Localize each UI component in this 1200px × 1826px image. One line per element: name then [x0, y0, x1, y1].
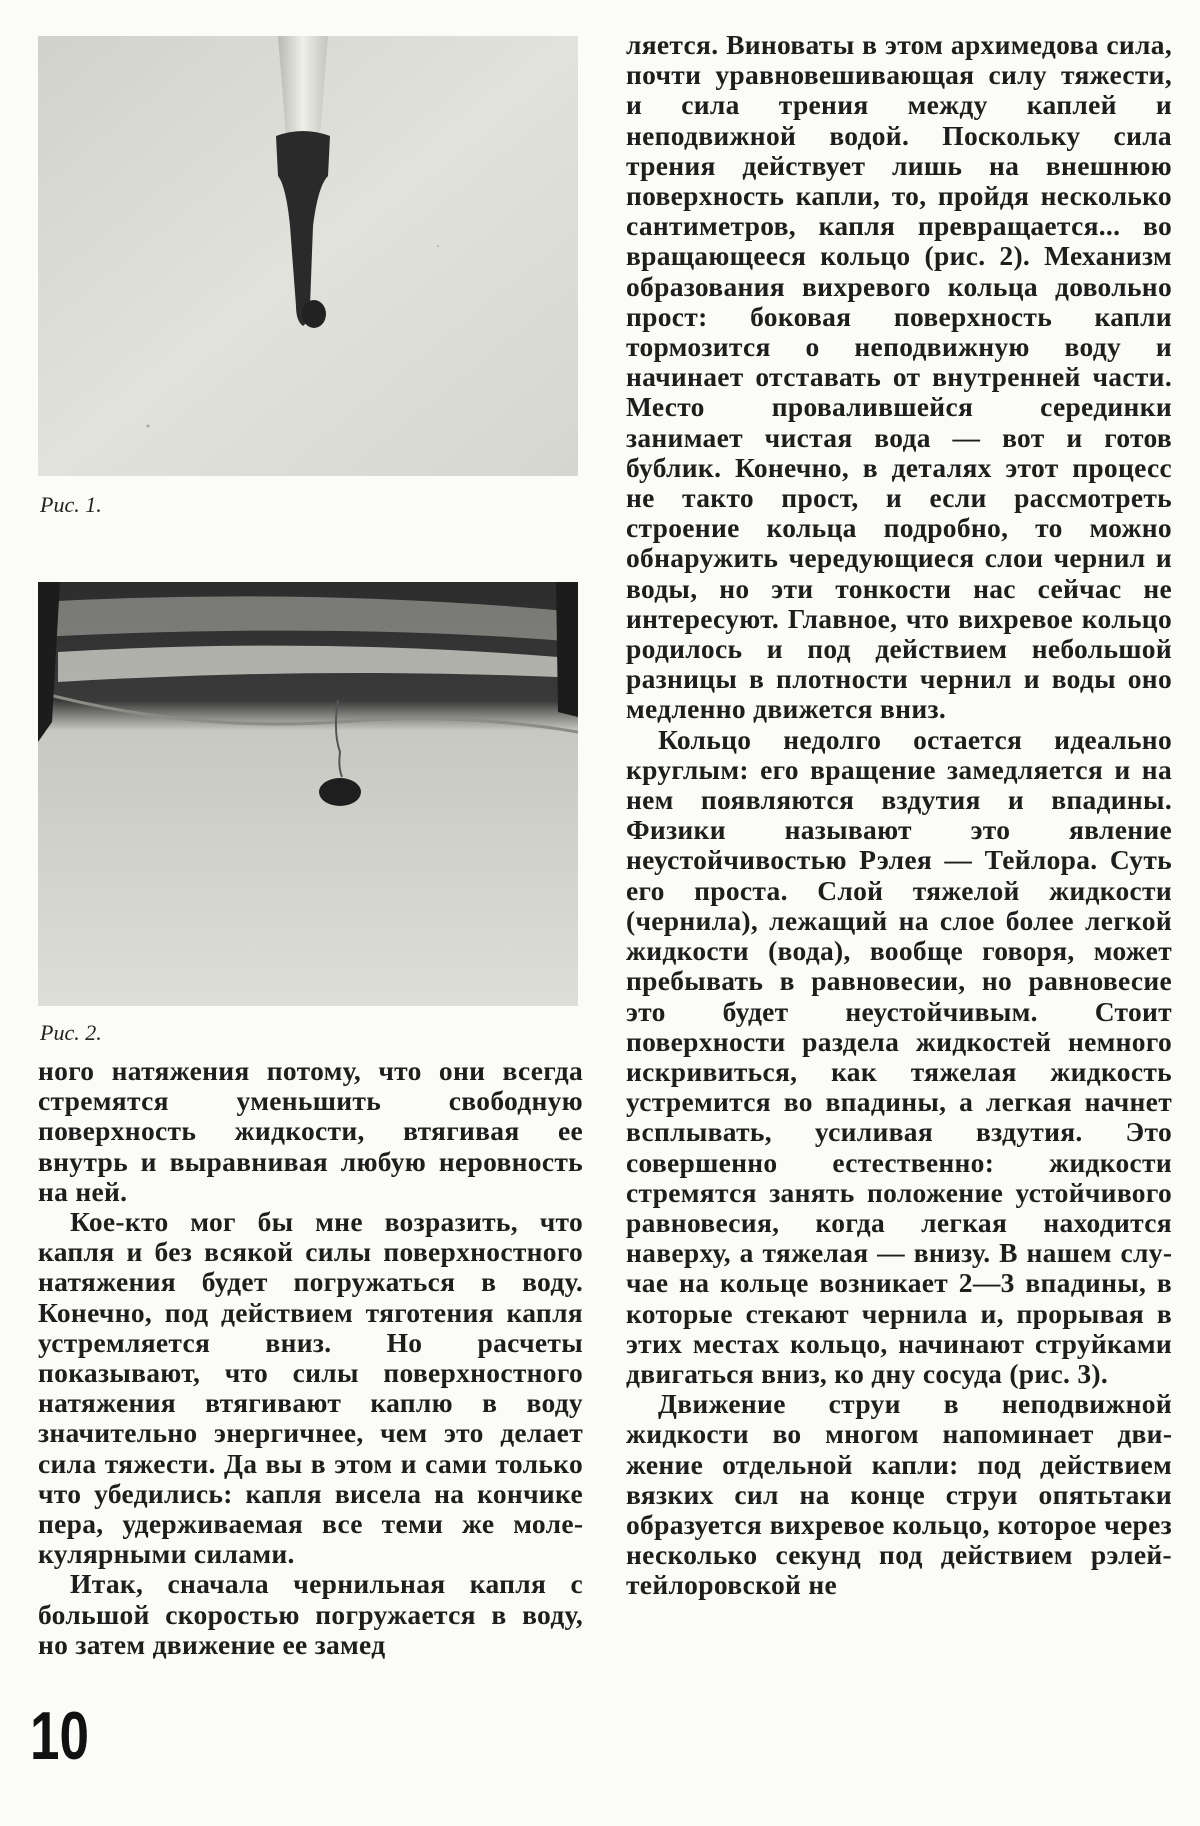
pen-drop-illustration — [38, 36, 578, 476]
figure-1-photo — [38, 36, 578, 476]
figure-2-caption: Рис. 2. — [40, 1020, 102, 1045]
paragraph: Кольцо недолго остается идеально круглым: его вращение замедляется и на нем появляются вздутия и впадины. Физики называют это явление неустойчивостью Рэлея — Тейлора. Суть его проста. Слой тяжелой жидкости (чернила), лежащий на слое более легкой жидкости (вода), вообще говоря, может пребывать в равновесии, но равновесие это будет неустойчивым. Стоит поверхности раздела жидкостей немного искривиться, как тяжелая жидкость устремится во впадины, а легкая начнет всплывать, усиливая вздутия. Это совершенно естественно: жидкости стремятся занять положение устойчивого равновесия, когда легкая находится наверху, а тяжелая — внизу. В нашем случае на кольце возникает 2—3 впадины, в которые стекают чернила и, прорывая в этих местах кольцо, начинают струйками двигаться вниз, ко дну сосуда (рис. 3). — [626, 723, 1172, 1389]
paragraph: ляется. Виноваты в этом архимедова сила, почти уравновешивающая силу тяжести, и сила трения между каплей и неподвижной водой. Поскольку сила трения действует лишь на внешнюю поверхность капли, то, пройдя несколько сантиметров, капля превращается... во вращающееся кольцо (рис. 2). Механизм образования вихревого кольца довольно прост: боковая поверхность капли тормозится о неподвижную воду и начинает отставать от внутренней части. Место провалившейся серединки занимает чистая вода — вот и готов бублик. Конечно, в деталях этот процесс не такто прост, и если рассмотреть строение кольца подробно, то можно обнаружить чередующиеся слои чернил и воды, но эти тонкости нас сейчас не интересуют. Главное, что вихревое кольцо родилось и под действием небольшой разницы в плотности чернил и воды оно медленно движется вниз. — [626, 29, 1172, 725]
figure-2-photo — [38, 582, 578, 1006]
vortex-ring-illustration — [38, 582, 578, 1006]
paragraph: Итак, сначала чернильная капля с большой скоростью погружается в воду, но затем движение ее замед — [38, 1568, 583, 1660]
figure-1-caption: Рис. 1. — [40, 492, 102, 517]
left-text-column — [38, 1056, 583, 1660]
page-number: 10 — [30, 1698, 89, 1774]
right-text-column — [626, 30, 1172, 1601]
paragraph: Кое-кто мог бы мне возразить, что капля и без всякой силы поверхностного натяжения будет погружаться в воду. Конечно, под действием тяготения капля устремляется вниз. Но расчеты показывают, что силы поверхностного натяжения втягивают каплю в воду значительно энергичнее, чем это делает сила тяжести. Да вы в этом и сами только что убедились: капля висела на кончике пера, удерживаемая все теми же молекулярными силами. — [38, 1206, 583, 1570]
paragraph: ного натяжения потому, что они всегда стремятся уменьшить свободную поверхность жидкости, втягивая ее внутрь и выравнивая любую неровность на ней. — [38, 1055, 583, 1207]
paragraph: Движение струи в неподвижной жидкости во многом напоминает движение отдельной капли: под действием вязких сил на конце струи опятьтаки образуется вихревое кольцо, которое через несколько секунд под действием рэлей-тейлоровской не — [626, 1388, 1172, 1601]
